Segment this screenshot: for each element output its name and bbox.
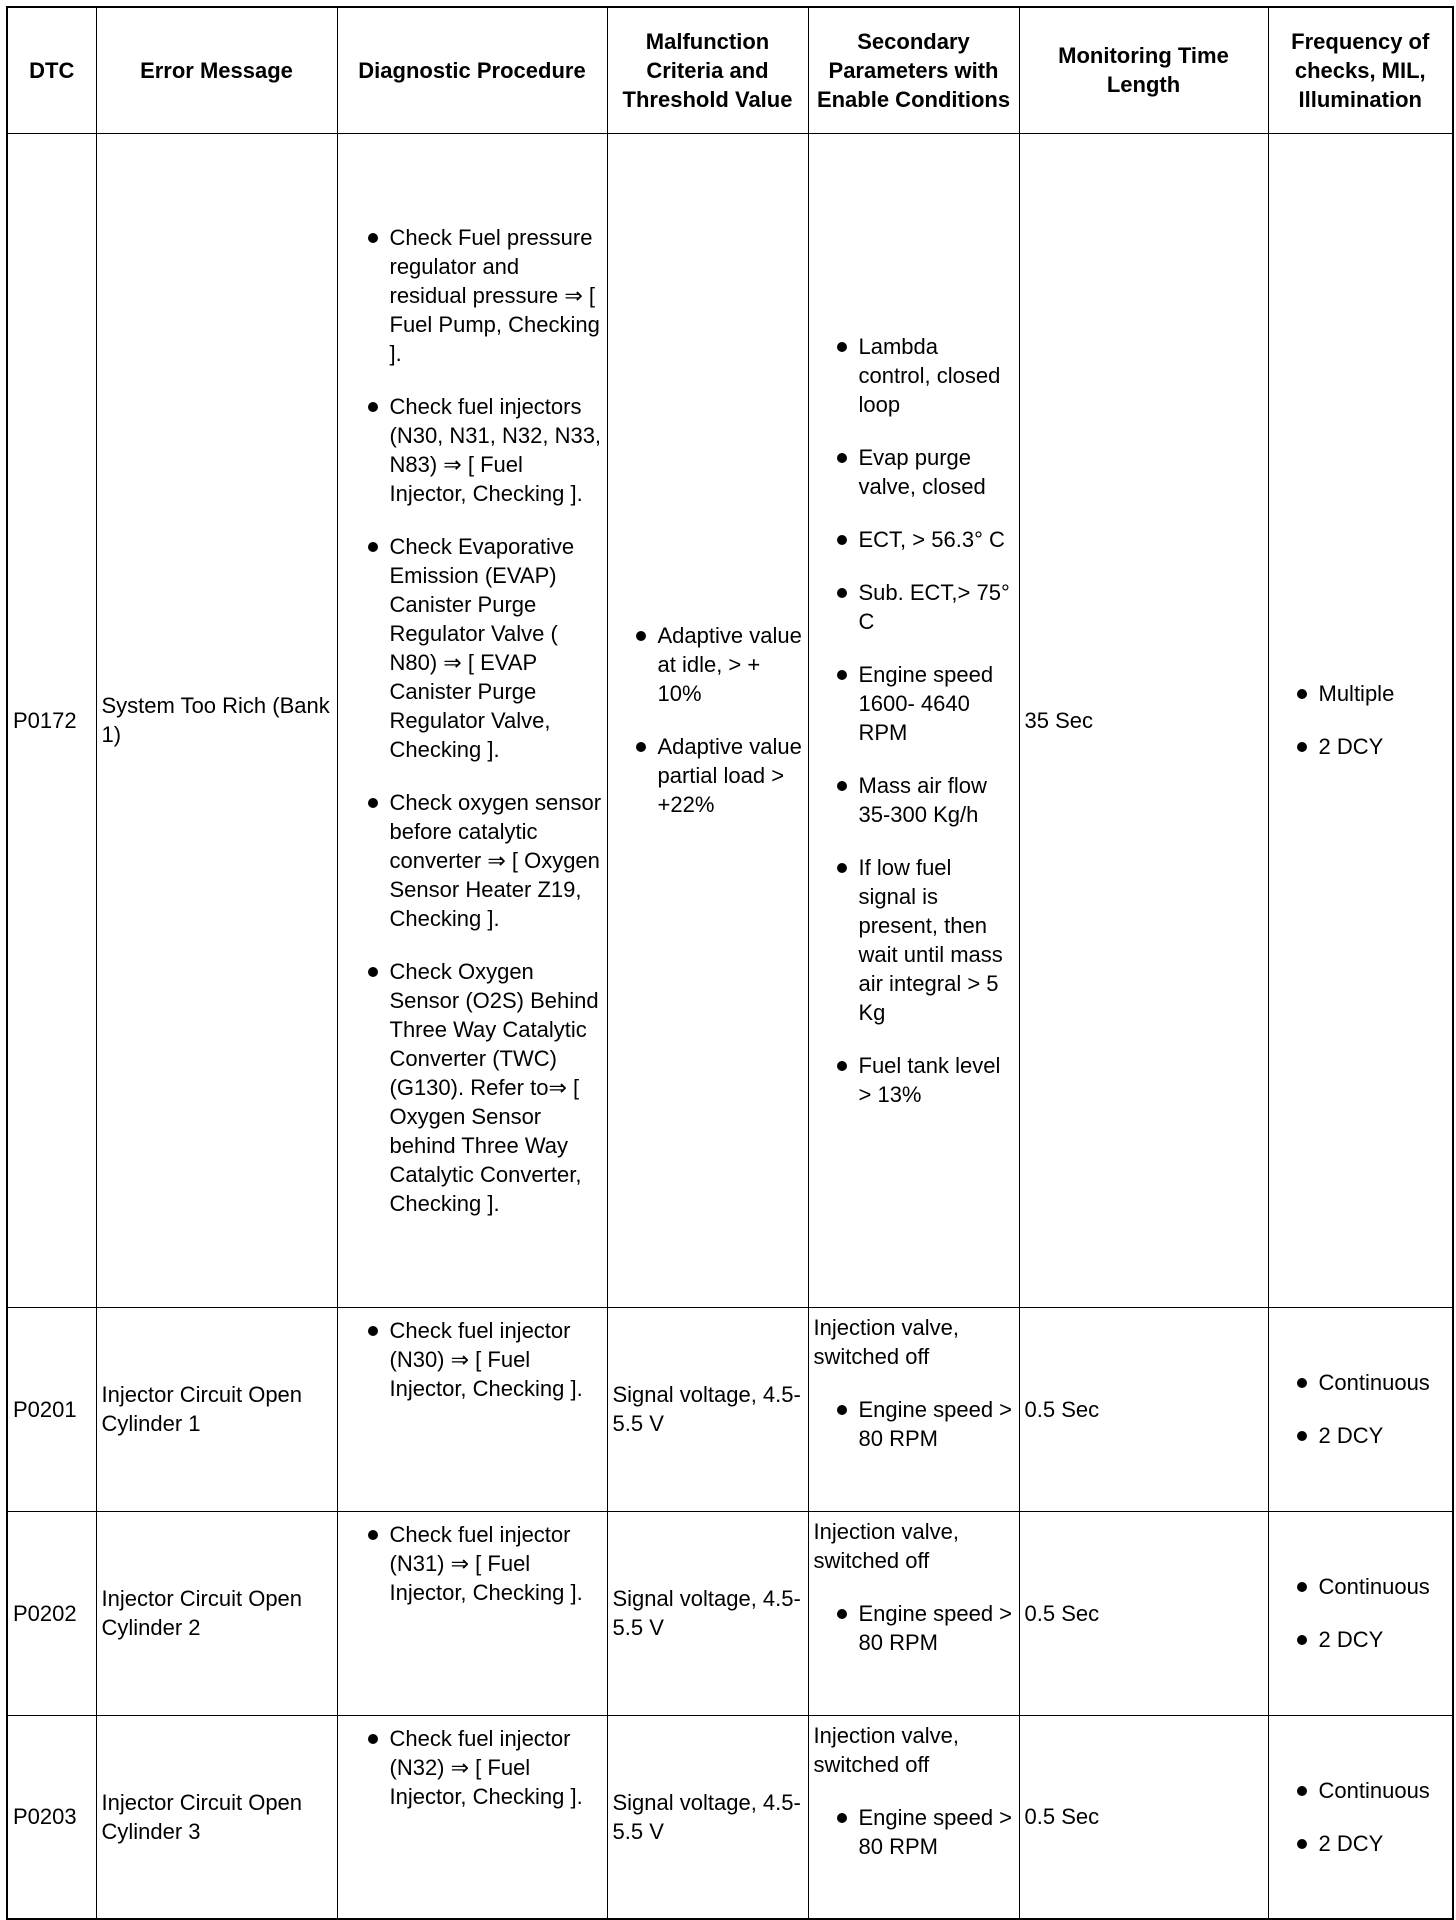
header-malfunction-criteria: Malfunction Criteria and Threshold Value	[607, 7, 808, 133]
table-row	[7, 1715, 1453, 1919]
dtc-code: P0172	[7, 133, 96, 1307]
monitoring-time: 0.5 Sec	[1019, 1511, 1268, 1715]
header-error-message: Error Message	[96, 7, 337, 133]
header-diagnostic-procedure: Diagnostic Procedure	[337, 7, 607, 133]
monitoring-time: 35 Sec	[1019, 133, 1268, 1307]
secondary-item: Engine speed 1600- 4640 RPM	[859, 660, 1014, 747]
secondary-item: Evap purge valve, closed	[859, 443, 1014, 501]
frequency	[1268, 1715, 1453, 1919]
table-row	[7, 1511, 1453, 1715]
secondary-item: Fuel tank level > 13%	[859, 1051, 1014, 1109]
procedure-step: Check fuel injectors (N30, N31, N32, N33, N83) ⇒ [ Fuel Injector, Checking ].	[389, 393, 602, 506]
frequency-item: 2 DCY	[1319, 732, 1448, 761]
criteria-item: Adaptive value at idle, > + 10%	[657, 623, 802, 706]
diagnostic-procedure	[337, 1511, 607, 1715]
malfunction-criteria: Signal voltage, 4.5-5.5 V	[607, 1715, 808, 1919]
procedure-step: Check fuel injector (N31) ⇒ [ Fuel Injector, Checking ].	[390, 1520, 602, 1607]
frequency-item: 2 DCY	[1319, 1625, 1448, 1654]
secondary-parameters	[808, 1307, 1019, 1511]
malfunction-criteria: Signal voltage, 4.5-5.5 V	[607, 1511, 808, 1715]
header-secondary-parameters: Secondary Parameters with Enable Conditions	[808, 7, 1019, 133]
dtc-code: P0202	[7, 1511, 96, 1715]
malfunction-criteria: Signal voltage, 4.5-5.5 V	[607, 1307, 808, 1511]
secondary-item: Mass air flow 35-300 Kg/h	[859, 771, 1014, 829]
malfunction-criteria	[607, 133, 808, 1307]
procedure-step: Check Evaporative Emission (EVAP) Canister Purge Regulator Valve ( N80) ⇒ [ EVAP Canister Purge Regulator Valve, Checking ].	[390, 532, 602, 764]
frequency	[1268, 133, 1453, 1307]
secondary-item: Engine speed > 80 RPM	[858, 1396, 1013, 1451]
table-header-row	[7, 7, 1453, 133]
error-message: System Too Rich (Bank 1)	[96, 133, 337, 1307]
secondary-item: Lambda control, closed loop	[859, 332, 1014, 419]
dtc-table	[6, 6, 1454, 1920]
dtc-code: P0203	[7, 1715, 96, 1919]
header-dtc: DTC	[7, 7, 96, 133]
frequency	[1268, 1307, 1453, 1511]
procedure-step: Check Fuel pressure regulator and residual pressure ⇒ [ Fuel Pump, Checking ].	[389, 224, 600, 366]
procedure-step: Check oxygen sensor before catalytic converter ⇒ [ Oxygen Sensor Heater Z19, Checking ].	[389, 789, 602, 931]
frequency-item: 2 DCY	[1319, 1421, 1448, 1450]
error-message: Injector Circuit Open Cylinder 3	[96, 1715, 337, 1919]
criteria-item: Adaptive value partial load > +22%	[657, 734, 802, 817]
secondary-item: Engine speed > 80 RPM	[858, 1600, 1013, 1655]
table-row	[7, 1307, 1453, 1511]
header-frequency: Frequency of checks, MIL, Illumination	[1268, 7, 1453, 133]
secondary-item: If low fuel signal is present, then wait until mass air integral > 5 Kg	[859, 853, 1014, 1027]
procedure-step: Check fuel injector (N32) ⇒ [ Fuel Injector, Checking ].	[390, 1724, 602, 1811]
procedure-step: Check fuel injector (N30) ⇒ [ Fuel Injector, Checking ].	[390, 1316, 602, 1403]
secondary-intro: Injection valve, switched off	[813, 1722, 960, 1777]
dtc-code: P0201	[7, 1307, 96, 1511]
diagnostic-procedure	[337, 1715, 607, 1919]
secondary-item: Sub. ECT,> 75° C	[859, 578, 1014, 636]
error-message: Injector Circuit Open Cylinder 1	[96, 1307, 337, 1511]
frequency-item: Multiple	[1319, 679, 1448, 708]
frequency-item: Continuous	[1319, 1776, 1448, 1805]
frequency-item: 2 DCY	[1319, 1829, 1448, 1858]
secondary-intro: Injection valve, switched off	[813, 1518, 960, 1573]
diagnostic-procedure	[337, 1307, 607, 1511]
frequency	[1268, 1511, 1453, 1715]
secondary-intro: Injection valve, switched off	[813, 1314, 960, 1369]
secondary-item: ECT, > 56.3° C	[859, 525, 1014, 554]
secondary-item: Engine speed > 80 RPM	[858, 1804, 1013, 1859]
procedure-step: Check Oxygen Sensor (O2S) Behind Three Way Catalytic Converter (TWC) (G130). Refer to⇒ [ Oxygen Sensor behind Three Way Catalytic Converter, Checking ].	[390, 957, 602, 1218]
header-monitoring-time: Monitoring Time Length	[1019, 7, 1268, 133]
diagnostic-procedure	[337, 133, 607, 1307]
error-message: Injector Circuit Open Cylinder 2	[96, 1511, 337, 1715]
secondary-parameters	[808, 1715, 1019, 1919]
secondary-parameters	[808, 1511, 1019, 1715]
table-row	[7, 133, 1453, 1307]
frequency-item: Continuous	[1319, 1368, 1448, 1397]
frequency-item: Continuous	[1319, 1572, 1448, 1601]
monitoring-time: 0.5 Sec	[1019, 1715, 1268, 1919]
monitoring-time: 0.5 Sec	[1019, 1307, 1268, 1511]
secondary-parameters	[808, 133, 1019, 1307]
